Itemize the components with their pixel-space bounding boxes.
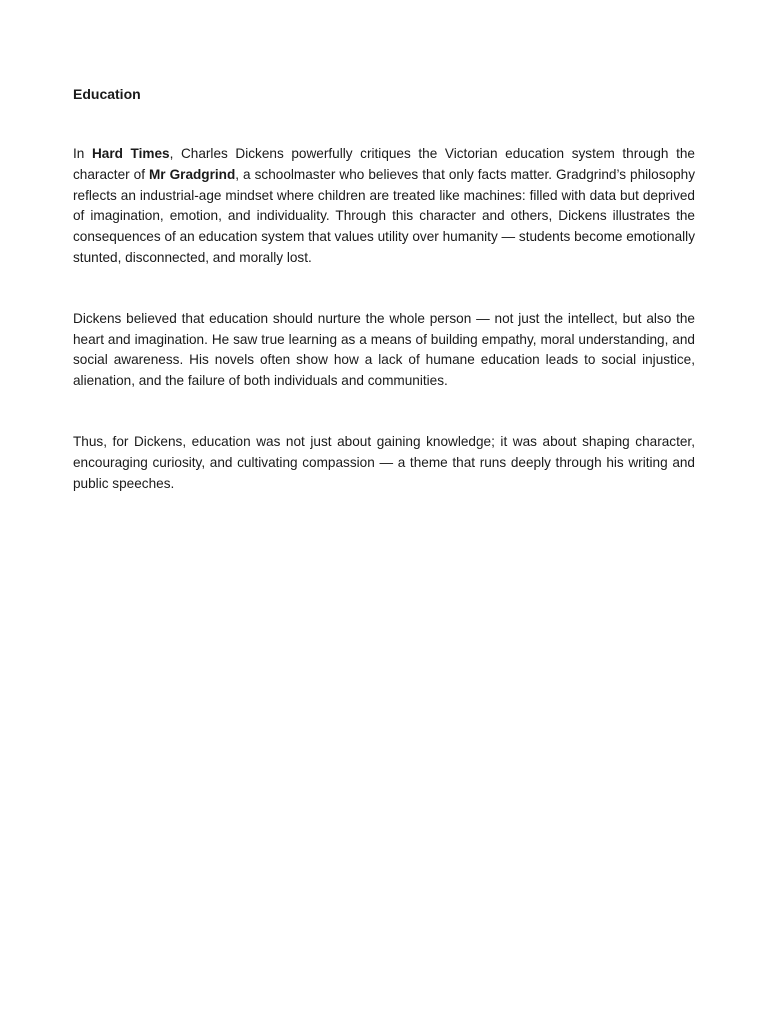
paragraph-hard-times	[73, 144, 695, 269]
character-name: Mr Gradgrind	[148, 166, 236, 182]
document-page	[73, 84, 695, 534]
paragraph-text: In	[73, 146, 92, 161]
paragraph-text: , a schoolmaster who believes that only facts matter. Gradgrind’s philosophy reflects an industrial-age mindset where children are treated like machines: filled with data but deprived of imagination, emotion, and individuality. Through this character and others, Dickens illustrates the consequences of an education system that values utility over humanity — students become emotionally stunted, disconnected, and morally lost.	[73, 166, 696, 265]
book-title: Hard Times	[91, 146, 170, 161]
section-heading: Education	[73, 86, 141, 102]
paragraph-text: , Charles Dickens powerfully critiques the Victorian education system through the character of	[73, 146, 695, 182]
paragraph-whole-person: Dickens believed that education should nurture the whole person — not just the intellect, but also the heart and imagination. He saw true learning as a means of building empathy, moral understanding, and social awareness. His novels often show how a lack of humane education leads to social injustice, alienation, and the failure of both individuals and communities.	[73, 310, 695, 389]
paragraph-conclusion: Thus, for Dickens, education was not just about gaining knowledge; it was about shaping character, encouraging curiosity, and cultivating compassion — a theme that runs deeply through his writing and public speeches.	[73, 433, 695, 491]
